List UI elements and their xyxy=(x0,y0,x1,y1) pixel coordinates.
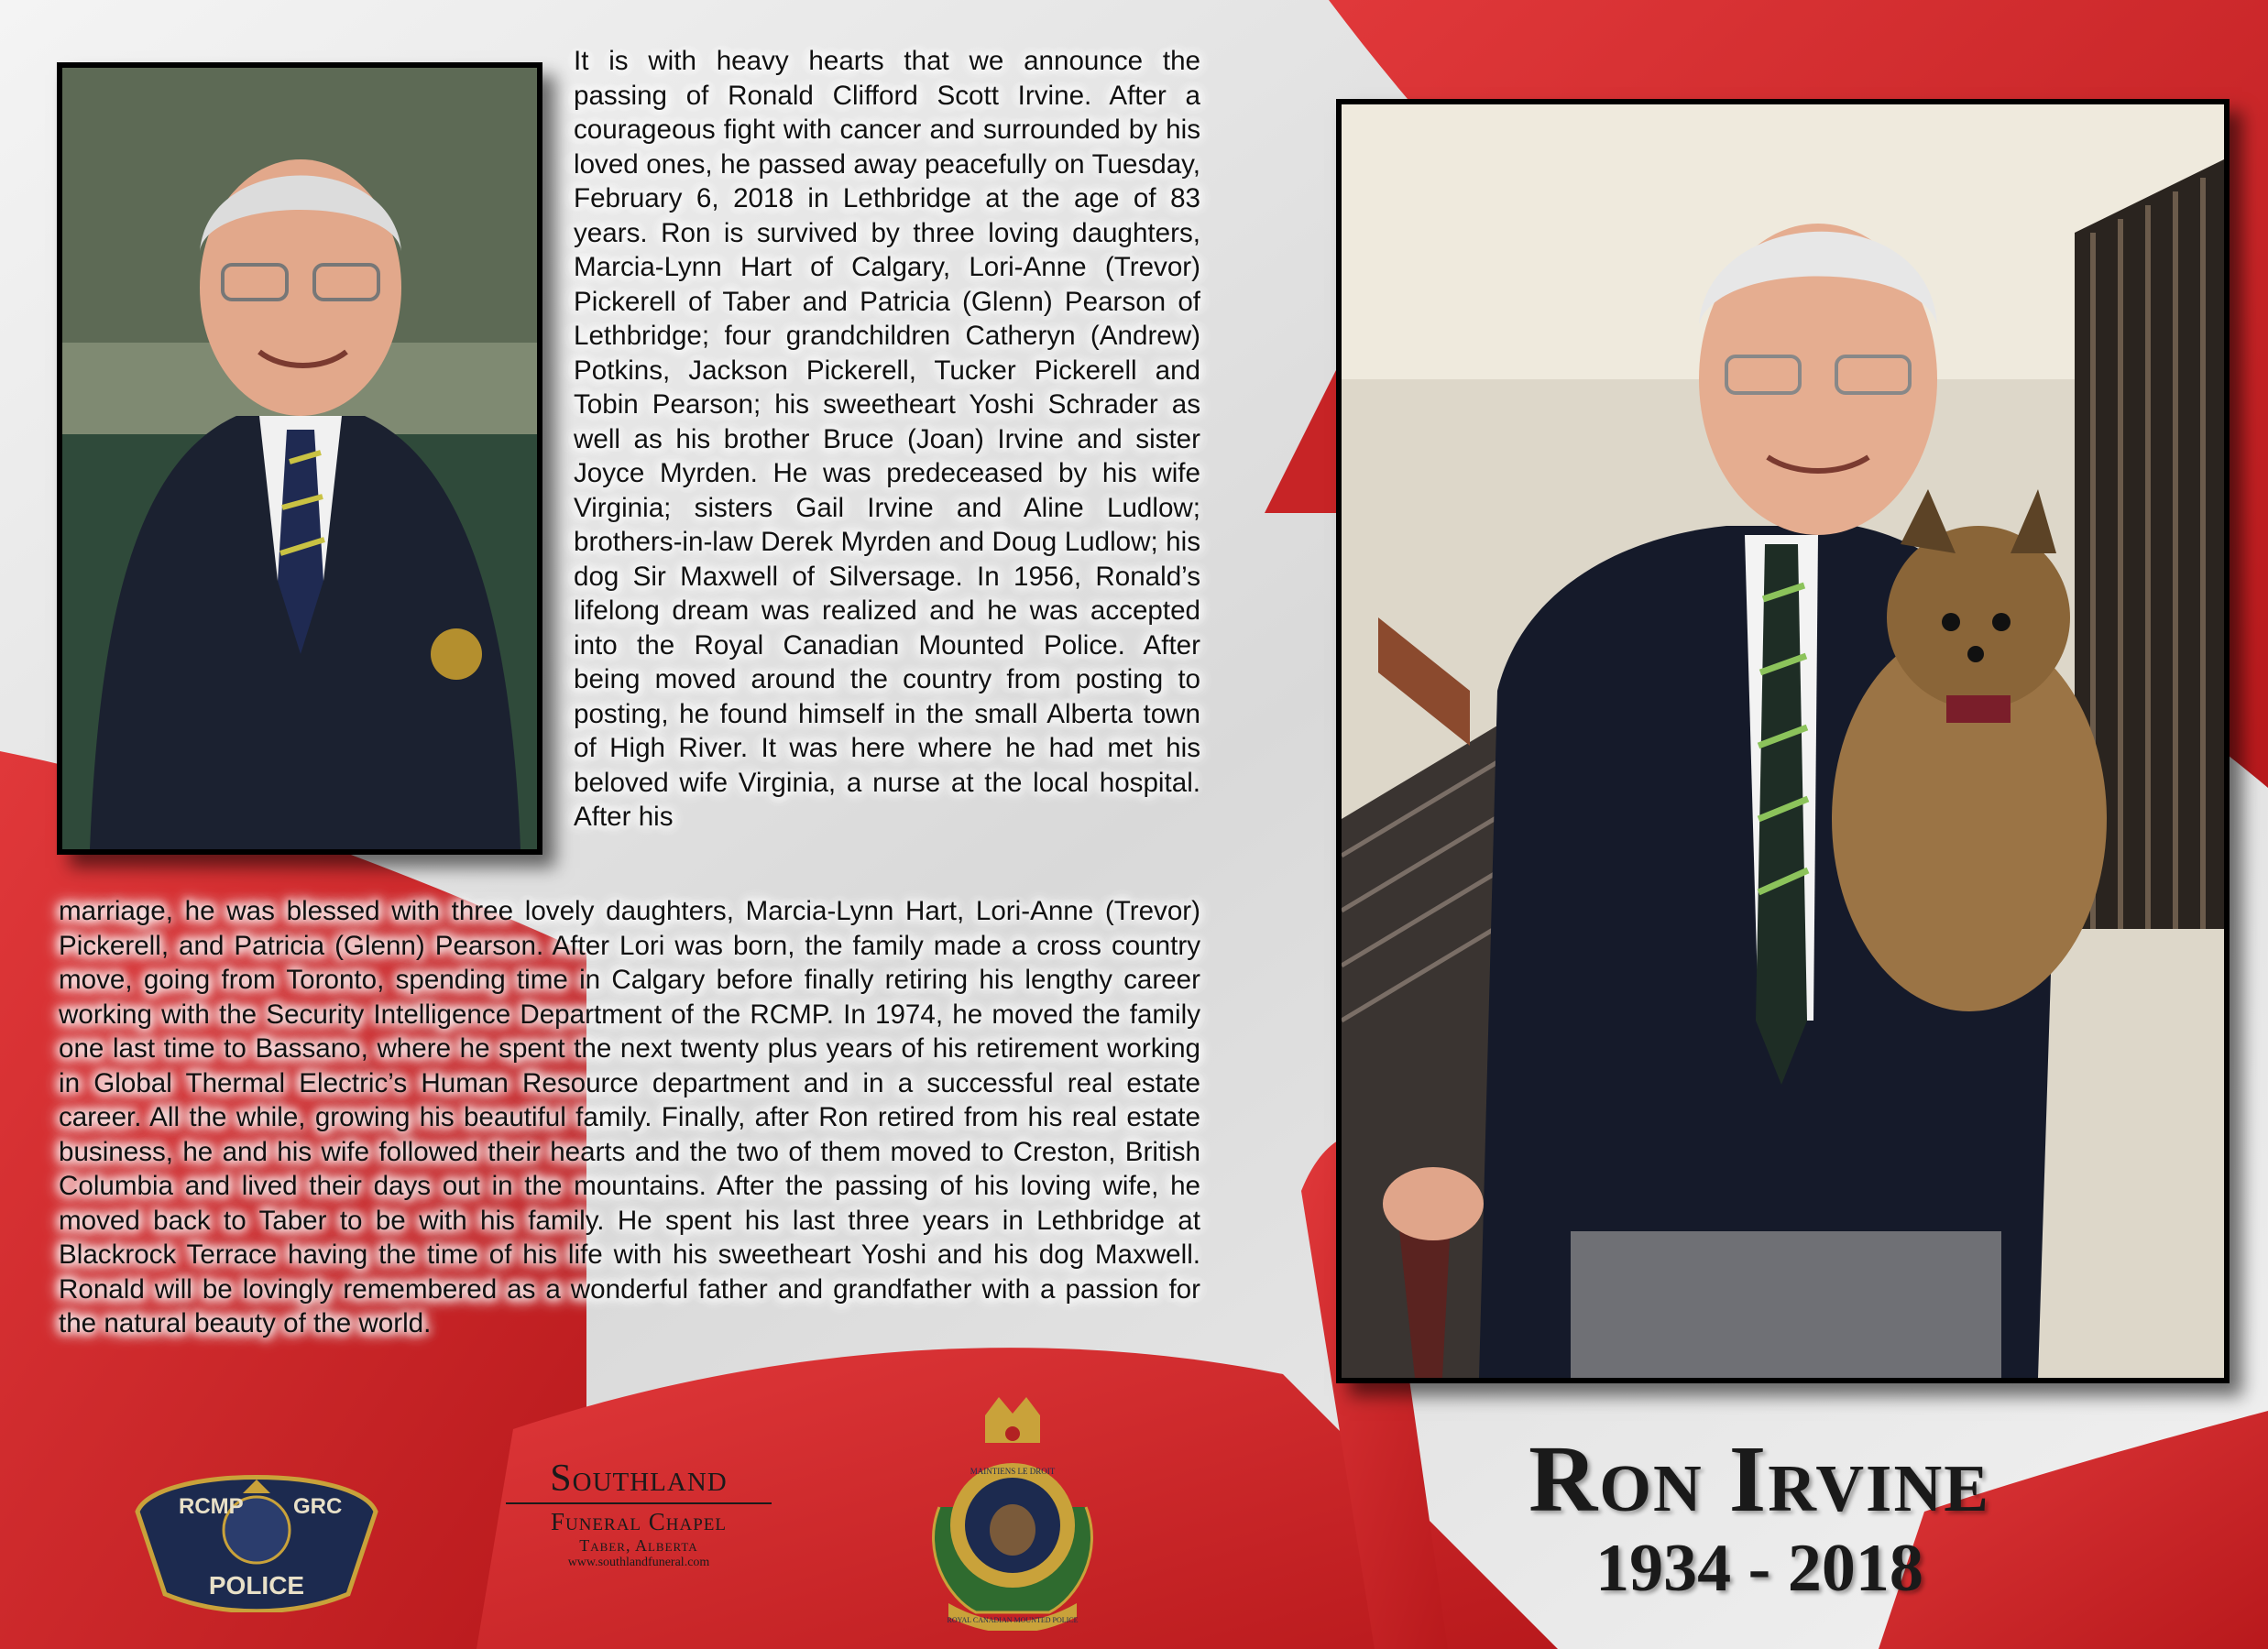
portrait-photo-formal xyxy=(57,62,542,855)
obituary-text-bottom: marriage, he was blessed with three lovely daughters, Marcia-Lynn Hart, Lori-Anne (Trevor) Pickerell, and Patricia (Glenn) Pearson. After Lori was born, the family made a cross country move, going from Toronto, spending time in Calgary before finally retiring his lengthy career working with the Security Intelligence Department of the RCMP. In 1974, he moved the family one last time to Bassano, where he spent the next twenty plus years of his retirement working in Global Thermal Electric’s Human Resource department and in a successful real estate career. All the while, growing his beautiful family. Finally, after Ron retired from his real estate business, he and his wife followed their hearts and the two of them moved to Creston, British Columbia and lived their days out in the mountains. After the passing of his loving wife, he moved back to Taber to be with his family. He spent his last three years in Lethbridge at Blackrock Terrace having the time of his life with his sweetheart Yoshi and his dog Maxwell. Ronald will be lovingly remembered as a wonderful father and grandfather with a passion for the natural beauty of the world. xyxy=(59,896,1200,1338)
memorial-first-name: Ron xyxy=(1528,1426,1704,1532)
portrait-photo-with-dog xyxy=(1336,99,2230,1383)
rcmp-police-patch-logo xyxy=(128,1447,385,1612)
patch-grc-text: GRC xyxy=(293,1494,343,1519)
memorial-dates: 1934 - 2018 xyxy=(1595,1531,1923,1606)
funeral-home-website: www.southlandfuneral.com xyxy=(567,1556,710,1569)
patch-police-text: POLICE xyxy=(208,1571,305,1600)
patch-rcmp-text: RCMP xyxy=(179,1494,244,1519)
funeral-home-location: Taber, Alberta xyxy=(579,1536,698,1555)
funeral-home-name: Southland xyxy=(506,1457,772,1504)
crest-banner-text: ROYAL CANADIAN MOUNTED POLICE xyxy=(947,1616,1079,1624)
crest-motto-text: MAINTIENS LE DROIT xyxy=(970,1467,1056,1476)
obituary-text-top: It is with heavy hearts that we announce the passing of Ronald Clifford Scott Irvine. After a courageous fight with cancer and surrounded by his loved ones, he passed away peacefully on Tuesday, February 6, 2018 in Lethbridge at the age of 83 years. Ron is survived by three loving daughters, Marcia-Lynn Hart of Calgary, Lori-Anne (Trevor) Pickerell of Taber and Patricia (Glenn) Pearson of Lethbridge; four grandchildren Catheryn (Andrew) Potkins, Jackson Pickerell, Tucker Pickerell and Tobin Pearson; his sweetheart Yoshi Schrader as well as his brother Bruce (Joan) Irvine and sister Joyce Myrden. He was predeceased by his wife Virginia; sisters Gail Irvine and Aline Ludlow; brothers-in-law Derek Myrden and Doug Ludlow; his dog Sir Maxwell of Silversage. In 1956, Ronald’s lifelong dream was realized and he was accepted into the Royal Canadian Mounted Police. After being moved around the country from posting to posting, he found himself in the small Alberta town of High River. It was here where he had met his beloved wife Virginia, a nurse at the local hospital. After his xyxy=(574,46,1200,832)
funeral-home-subtitle: Funeral Chapel xyxy=(550,1508,728,1535)
memorial-last-name: Irvine xyxy=(1728,1426,1990,1532)
rcmp-crest-logo xyxy=(912,1397,1113,1631)
funeral-home-logo xyxy=(506,1457,772,1570)
memorial-name xyxy=(1411,1425,2108,1534)
